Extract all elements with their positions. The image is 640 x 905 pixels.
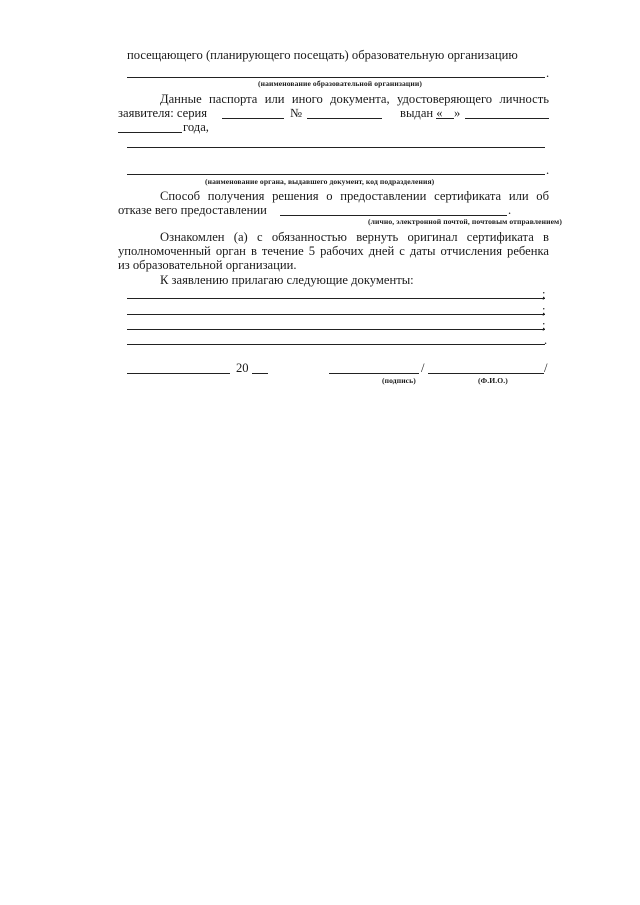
method-field[interactable]	[280, 215, 507, 216]
ack-line1: Ознакомлен (а) с обязанностью вернуть оригинал сертификата в	[160, 230, 549, 244]
passport-number-field[interactable]	[307, 118, 382, 119]
attachment-line-3[interactable]	[127, 329, 545, 330]
passport-issued-quote: »	[454, 106, 461, 120]
passport-year-label: года,	[183, 120, 209, 134]
slash-mark: /	[421, 361, 425, 375]
caption-issuer: (наименование органа, выдавшего документ, код подразделения)	[205, 177, 435, 186]
semicolon-mark: ;	[542, 318, 546, 332]
period-mark: .	[546, 66, 550, 80]
passport-issuer-line-2[interactable]	[127, 174, 545, 175]
passport-line1: Данные паспорта или иного документа, удостоверяющего личность	[160, 92, 549, 106]
year-prefix: 20	[236, 361, 249, 375]
passport-number-label: №	[290, 106, 303, 120]
caption-fio: (Ф.И.О.)	[478, 376, 508, 385]
year-field[interactable]	[252, 373, 268, 374]
caption-org-name: (наименование образовательной организации)	[258, 79, 422, 88]
passport-issued-year-field[interactable]	[118, 132, 182, 133]
passport-issued-label: выдан «	[400, 106, 443, 120]
passport-series-field[interactable]	[222, 118, 284, 119]
attachments-title: К заявлению прилагаю следующие документы:	[160, 273, 414, 287]
attachment-line-2[interactable]	[127, 314, 545, 315]
fio-field[interactable]	[428, 373, 544, 374]
slash-mark: /	[544, 361, 548, 375]
signature-field[interactable]	[329, 373, 419, 374]
passport-issuer-line-1[interactable]	[127, 147, 545, 148]
attachment-line-4[interactable]	[127, 344, 545, 345]
method-line2: отказе вего предоставлении	[118, 203, 267, 217]
caption-method: (лично, электронной почтой, почтовым отправлением)	[368, 217, 562, 226]
passport-series-label: заявителя: серия	[118, 106, 208, 120]
passport-issued-month-field[interactable]	[465, 118, 549, 119]
period-mark: .	[546, 163, 550, 177]
method-line1: Способ получения решения о предоставлении сертификата или об	[160, 189, 549, 203]
org-line-text: посещающего (планирующего посещать) образовательную организацию	[127, 48, 518, 62]
period-mark: .	[544, 333, 548, 347]
passport-issued-day-field[interactable]	[436, 118, 454, 119]
ack-line3: из образовательной организации.	[118, 258, 297, 272]
period-mark: .	[508, 203, 512, 217]
attachment-line-1[interactable]	[127, 298, 545, 299]
caption-signature: (подпись)	[382, 376, 416, 385]
semicolon-mark: ;	[542, 303, 546, 317]
org-name-line[interactable]	[127, 77, 545, 78]
semicolon-mark: ;	[542, 287, 546, 301]
ack-line2: уполномоченный орган в течение 5 рабочих дней с даты отчисления ребенка	[118, 244, 549, 258]
date-field[interactable]	[127, 373, 230, 374]
